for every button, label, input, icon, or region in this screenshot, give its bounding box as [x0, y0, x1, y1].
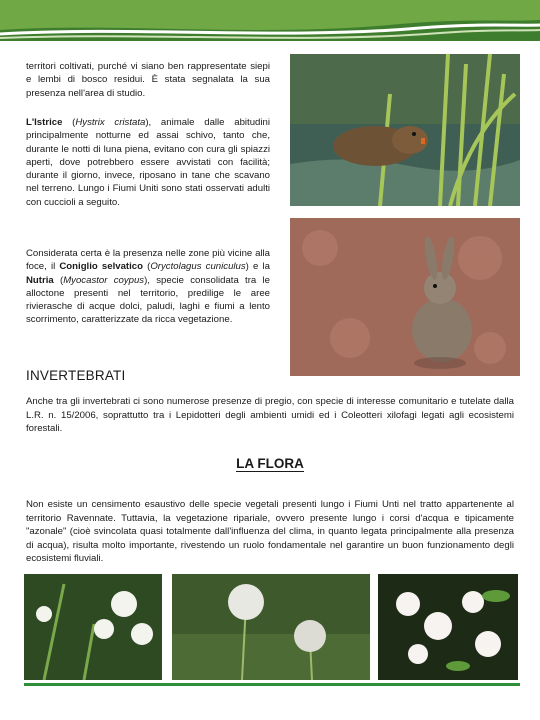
latin-name-coniglio: Oryctolagus cuniculus	[150, 261, 246, 273]
paragraph-flora: Non esiste un censimento esaustivo delle specie vegetali presenti lungo i Fiumi Unti nel tratto appartenente al territorio Ravennate. Tuttavia, la vegetazione ripariale, ovvero presente lungo i corsi d'acqua e tipicamente "azonale" (cioè svincolata quasi totalmente dall'influenza del clima, in quanto legata principalmente alla presenza di acqua), risulta molto importante, rivestendo un ruolo fondamentale nel garantire un buon funzionamento degli ecosistemi fluviali.	[26, 499, 514, 564]
paragraph-istrice: L'Istrice (Hystrix cristata), animale dalle abitudini principalmente notturne ed assai schivo, tanto che, durante le notti di luna piena, evitano con cura gli spiazzi aperti, dove potrebbero essere avvistati con facilità; durante il giorno, invece, riposano in tane che scavano nel terreno. Lungo i Fiumi Uniti sono stati osservati adulti con cuccioli a seguito.	[26, 117, 270, 208]
photo-flora-dandelion	[172, 574, 370, 680]
paragraph-istrice-text: , animale dalle abitudini principalmente notturne ed assai schivo, tanto che, durante le notti di luna piena, evitano con cura gli spiazzi aperti, dove potrebbero essere avvistati con facilità; durante il giorno, invece, riposano in tane che scavano nel terreno. Lungo i Fiumi Uniti sono stati osservati adulti con cuccioli a seguito.	[26, 117, 270, 208]
photo-coniglio	[290, 218, 520, 376]
species-name-coniglio: Coniglio selvatico	[59, 261, 143, 273]
photo-flora-umbellifer	[24, 574, 162, 680]
species-name-istrice: L'Istrice	[26, 117, 63, 128]
latin-name-nutria: Myocastor coypus	[63, 274, 145, 286]
photo-nutria	[290, 54, 520, 206]
paragraph-invertebrati: Anche tra gli invertebrati ci sono numerose presenze di pregio, con specie di interesse comunitario e tutelate dalla L.R. n. 15/2006, soprattutto tra i Lepidotteri degli ambienti umidi ed i Coleotteri xilofagi legati agli ecosistemi forestali.	[26, 396, 514, 434]
heading-invertebrati: INVERTEBRATI	[26, 368, 126, 383]
paragraph-habitat: territori coltivati, purché vi siano ben rappresentate siepi e lembi di bosco residui. È stata segnalata la sua presenza nell'area di studio.	[26, 61, 270, 99]
photo-flora-blossom	[378, 574, 518, 680]
latin-name-istrice: Hystrix cristata	[75, 117, 146, 128]
species-name-nutria: Nutria	[26, 274, 54, 286]
top-banner	[0, 0, 540, 44]
paragraph-coniglio-nutria: Considerata certa è la presenza nelle zone più vicine alla foce, il Coniglio selvatico (Oryctolagus cuniculus) e la Nutria (Myocastor coypus), specie consolidata tra le alloctone presenti nel territorio, predilige le aree rivierasche di acque dolci, paludi, laghi e fiumi a lento scorrimento, caratterizzate da ricca vegetazione.	[26, 248, 270, 326]
heading-flora: LA FLORA	[236, 456, 304, 471]
bottom-rule	[24, 683, 520, 686]
